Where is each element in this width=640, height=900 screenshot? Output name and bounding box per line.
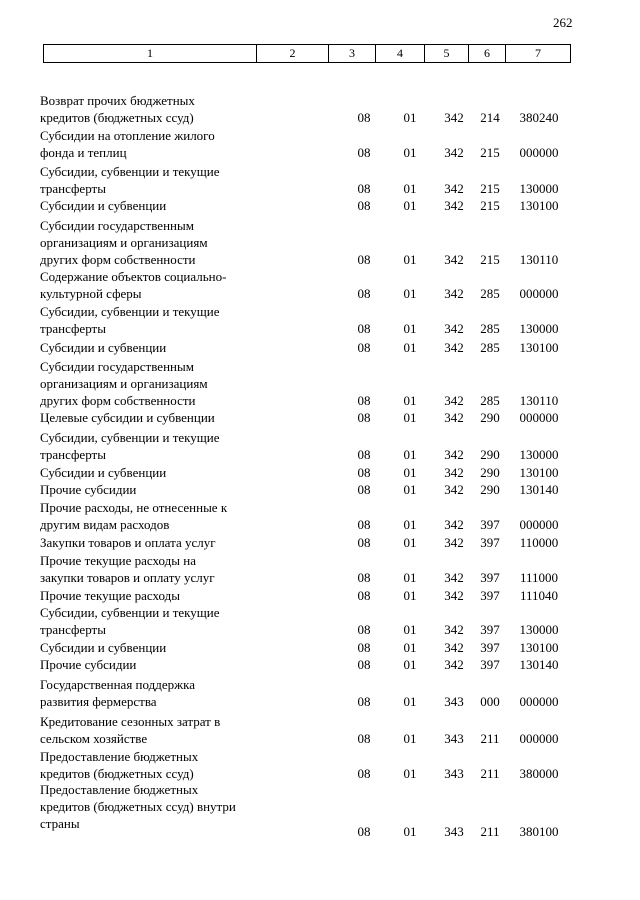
row-name: [40, 409, 260, 426]
row-name-line: Субсидии, субвенции и текущие: [40, 164, 220, 179]
cell-col-6: 211: [480, 824, 500, 839]
cell-col-7: 111000: [519, 570, 559, 585]
row-name: [40, 339, 260, 356]
cell-col-5: 342: [444, 321, 464, 336]
cell-col-6: 397: [480, 517, 500, 532]
cell-col-3: 08: [357, 252, 371, 267]
cell-col-6: 285: [480, 321, 500, 336]
cell-col-3: 08: [357, 824, 371, 839]
cell-col-7: 130100: [519, 465, 559, 480]
cell-col-6: 290: [480, 465, 500, 480]
cell-col-3: 08: [357, 286, 371, 301]
cell-col-4: 01: [403, 252, 417, 267]
cell-col-6: 285: [480, 340, 500, 355]
row-name: [40, 358, 260, 409]
cell-col-6: 397: [480, 570, 500, 585]
cell-col-5: 342: [444, 181, 464, 196]
row-name: [40, 604, 260, 638]
cell-col-4: 01: [403, 766, 417, 781]
row-name-line: кредитов (бюджетных ссуд): [40, 110, 194, 125]
header-col-7: 7: [535, 46, 541, 60]
row-name-line: Прочие субсидии: [40, 482, 137, 497]
cell-col-5: 342: [444, 340, 464, 355]
cell-col-6: 215: [480, 145, 500, 160]
row-name-line: Прочие текущие расходы: [40, 588, 180, 603]
row-name: [40, 552, 260, 586]
cell-col-5: 342: [444, 517, 464, 532]
cell-col-6: 290: [480, 410, 500, 425]
cell-col-3: 08: [357, 393, 371, 408]
cell-col-3: 08: [357, 110, 371, 125]
cell-col-3: 08: [357, 181, 371, 196]
cell-col-3: 08: [357, 517, 371, 532]
row-name-line: страны: [40, 816, 80, 831]
cell-col-3: 08: [357, 731, 371, 746]
cell-col-5: 342: [444, 622, 464, 637]
row-name-line: Субсидии государственным: [40, 218, 194, 233]
cell-col-4: 01: [403, 110, 417, 125]
cell-col-3: 08: [357, 321, 371, 336]
cell-col-7: 000000: [519, 731, 559, 746]
row-name: [40, 748, 260, 782]
cell-col-4: 01: [403, 731, 417, 746]
cell-col-6: 215: [480, 252, 500, 267]
cell-col-7: 380100: [519, 824, 559, 839]
cell-col-5: 342: [444, 588, 464, 603]
cell-col-7: 130000: [519, 181, 559, 196]
cell-col-3: 08: [357, 145, 371, 160]
cell-col-3: 08: [357, 198, 371, 213]
cell-col-4: 01: [403, 570, 417, 585]
row-name: [40, 163, 260, 197]
cell-col-5: 342: [444, 570, 464, 585]
row-name: [40, 713, 260, 747]
row-name-line: Субсидии, субвенции и текущие: [40, 430, 220, 445]
cell-col-5: 342: [444, 393, 464, 408]
row-name-line: Субсидии и субвенции: [40, 465, 167, 480]
row-name: [40, 303, 260, 337]
cell-col-6: 397: [480, 535, 500, 550]
cell-col-3: 08: [357, 588, 371, 603]
cell-col-4: 01: [403, 198, 417, 213]
row-name-line: Государственная поддержка: [40, 677, 196, 692]
row-name-line: трансферты: [40, 622, 106, 637]
row-name-line: других форм собственности: [40, 393, 196, 408]
cell-col-7: 380000: [519, 766, 559, 781]
cell-col-6: 285: [480, 393, 500, 408]
cell-col-4: 01: [403, 447, 417, 462]
cell-col-5: 342: [444, 286, 464, 301]
cell-col-3: 08: [357, 482, 371, 497]
header-col-4: 4: [376, 45, 425, 62]
cell-col-5: 342: [444, 110, 464, 125]
cell-col-4: 01: [403, 321, 417, 336]
cell-col-3: 08: [357, 535, 371, 550]
cell-col-6: 000: [480, 694, 500, 709]
header-col-3: 3: [329, 45, 376, 62]
cell-col-6: 397: [480, 657, 500, 672]
cell-col-7: 110000: [519, 535, 559, 550]
row-name-line: Субсидии на отопление жилого: [40, 128, 215, 143]
row-name-line: Субсидии государственным: [40, 359, 194, 374]
row-name-line: других форм собственности: [40, 252, 196, 267]
cell-col-6: 215: [480, 198, 500, 213]
cell-col-3: 08: [357, 570, 371, 585]
cell-col-5: 342: [444, 252, 464, 267]
row-name-line: Содержание объектов социально-: [40, 269, 227, 284]
row-name-line: Возврат прочих бюджетных: [40, 93, 195, 108]
cell-col-3: 08: [357, 766, 371, 781]
cell-col-7: 111040: [519, 588, 559, 603]
cell-col-4: 01: [403, 482, 417, 497]
cell-col-5: 342: [444, 535, 464, 550]
header-col-5: 5: [425, 45, 469, 62]
row-name: [40, 464, 260, 481]
cell-col-4: 01: [403, 340, 417, 355]
row-name-line: Целевые субсидии и субвенции: [40, 410, 215, 425]
cell-col-6: 211: [480, 766, 500, 781]
cell-col-5: 343: [444, 766, 464, 781]
row-name: [40, 499, 260, 533]
row-name-line: организациям и организациям: [40, 235, 208, 250]
row-name: [40, 587, 260, 604]
cell-col-5: 342: [444, 657, 464, 672]
cell-col-6: 397: [480, 640, 500, 655]
cell-col-4: 01: [403, 588, 417, 603]
cell-col-3: 08: [357, 465, 371, 480]
row-name: [40, 268, 260, 302]
row-name-line: развития фермерства: [40, 694, 157, 709]
cell-col-5: 342: [444, 447, 464, 462]
cell-col-4: 01: [403, 465, 417, 480]
row-name-line: Предоставление бюджетных: [40, 749, 199, 764]
cell-col-7: 130000: [519, 622, 559, 637]
row-name-line: Прочие расходы, не отнесенные к: [40, 500, 228, 515]
cell-col-6: 211: [480, 731, 500, 746]
row-name: [40, 92, 260, 126]
cell-col-7: 130000: [519, 447, 559, 462]
cell-col-7: 130100: [519, 340, 559, 355]
cell-col-5: 343: [444, 731, 464, 746]
cell-col-5: 343: [444, 694, 464, 709]
cell-col-3: 08: [357, 447, 371, 462]
cell-col-7: 000000: [519, 694, 559, 709]
cell-col-4: 01: [403, 824, 417, 839]
cell-col-3: 08: [357, 410, 371, 425]
row-name-line: другим видам расходов: [40, 517, 170, 532]
row-name-line: сельском хозяйстве: [40, 731, 148, 746]
row-name-line: кредитов (бюджетных ссуд): [40, 766, 194, 781]
cell-col-5: 342: [444, 465, 464, 480]
cell-col-4: 01: [403, 622, 417, 637]
cell-col-5: 342: [444, 198, 464, 213]
header-col-1: 1: [44, 45, 257, 62]
row-name-line: фонда и теплиц: [40, 145, 127, 160]
row-name-line: Субсидии и субвенции: [40, 198, 167, 213]
row-name-line: Кредитование сезонных затрат в: [40, 714, 221, 729]
cell-col-5: 342: [444, 482, 464, 497]
header-col-6: 6: [469, 45, 506, 62]
cell-col-7: 000000: [519, 286, 559, 301]
cell-col-7: 130140: [519, 482, 559, 497]
page-number: 262: [553, 15, 573, 30]
row-name-line: организациям и организациям: [40, 376, 208, 391]
row-name-line: трансферты: [40, 321, 106, 336]
cell-col-7: 000000: [519, 145, 559, 160]
cell-col-5: 342: [444, 145, 464, 160]
row-name: [40, 781, 260, 832]
row-name-line: Субсидии и субвенции: [40, 340, 167, 355]
row-name: [40, 429, 260, 463]
row-name: [40, 676, 260, 710]
cell-col-7: 130100: [519, 198, 559, 213]
cell-col-6: 397: [480, 622, 500, 637]
cell-col-4: 01: [403, 657, 417, 672]
row-name: [40, 534, 260, 551]
row-name-line: Предоставление бюджетных: [40, 782, 199, 797]
row-name-line: Прочие текущие расходы на: [40, 553, 196, 568]
cell-col-4: 01: [403, 145, 417, 160]
row-name-line: Субсидии и субвенции: [40, 640, 167, 655]
cell-col-4: 01: [403, 517, 417, 532]
cell-col-3: 08: [357, 622, 371, 637]
cell-col-4: 01: [403, 181, 417, 196]
cell-col-6: 215: [480, 181, 500, 196]
cell-col-3: 08: [357, 340, 371, 355]
cell-col-3: 08: [357, 657, 371, 672]
row-name: [40, 639, 260, 656]
row-name-line: трансферты: [40, 181, 106, 196]
cell-col-5: 342: [444, 640, 464, 655]
row-name-line: Субсидии, субвенции и текущие: [40, 605, 220, 620]
cell-col-6: 285: [480, 286, 500, 301]
cell-col-4: 01: [403, 535, 417, 550]
cell-col-7: 000000: [519, 410, 559, 425]
row-name: [40, 127, 260, 161]
cell-col-5: 343: [444, 824, 464, 839]
row-name-line: Закупки товаров и оплата услуг: [40, 535, 216, 550]
cell-col-6: 214: [480, 110, 500, 125]
cell-col-7: 130000: [519, 321, 559, 336]
row-name-line: культурной сферы: [40, 286, 142, 301]
cell-col-3: 08: [357, 694, 371, 709]
row-name-line: кредитов (бюджетных ссуд) внутри: [40, 799, 236, 814]
row-name-line: закупки товаров и оплату услуг: [40, 570, 215, 585]
cell-col-7: 130110: [519, 252, 559, 267]
cell-col-6: 290: [480, 482, 500, 497]
cell-col-4: 01: [403, 640, 417, 655]
cell-col-7: 380240: [519, 110, 559, 125]
cell-col-7: 000000: [519, 517, 559, 532]
cell-col-5: 342: [444, 410, 464, 425]
row-name: [40, 481, 260, 498]
row-name-line: Прочие субсидии: [40, 657, 137, 672]
cell-col-7: 130110: [519, 393, 559, 408]
row-name: [40, 197, 260, 214]
cell-col-7: 130140: [519, 657, 559, 672]
row-name: [40, 217, 260, 268]
cell-col-4: 01: [403, 410, 417, 425]
cell-col-6: 290: [480, 447, 500, 462]
row-name-line: Субсидии, субвенции и текущие: [40, 304, 220, 319]
cell-col-4: 01: [403, 694, 417, 709]
cell-col-4: 01: [403, 393, 417, 408]
cell-col-3: 08: [357, 640, 371, 655]
cell-col-7: 130100: [519, 640, 559, 655]
cell-col-4: 01: [403, 286, 417, 301]
row-name: [40, 656, 260, 673]
cell-col-6: 397: [480, 588, 500, 603]
row-name-line: трансферты: [40, 447, 106, 462]
header-col-2: 2: [257, 45, 329, 62]
